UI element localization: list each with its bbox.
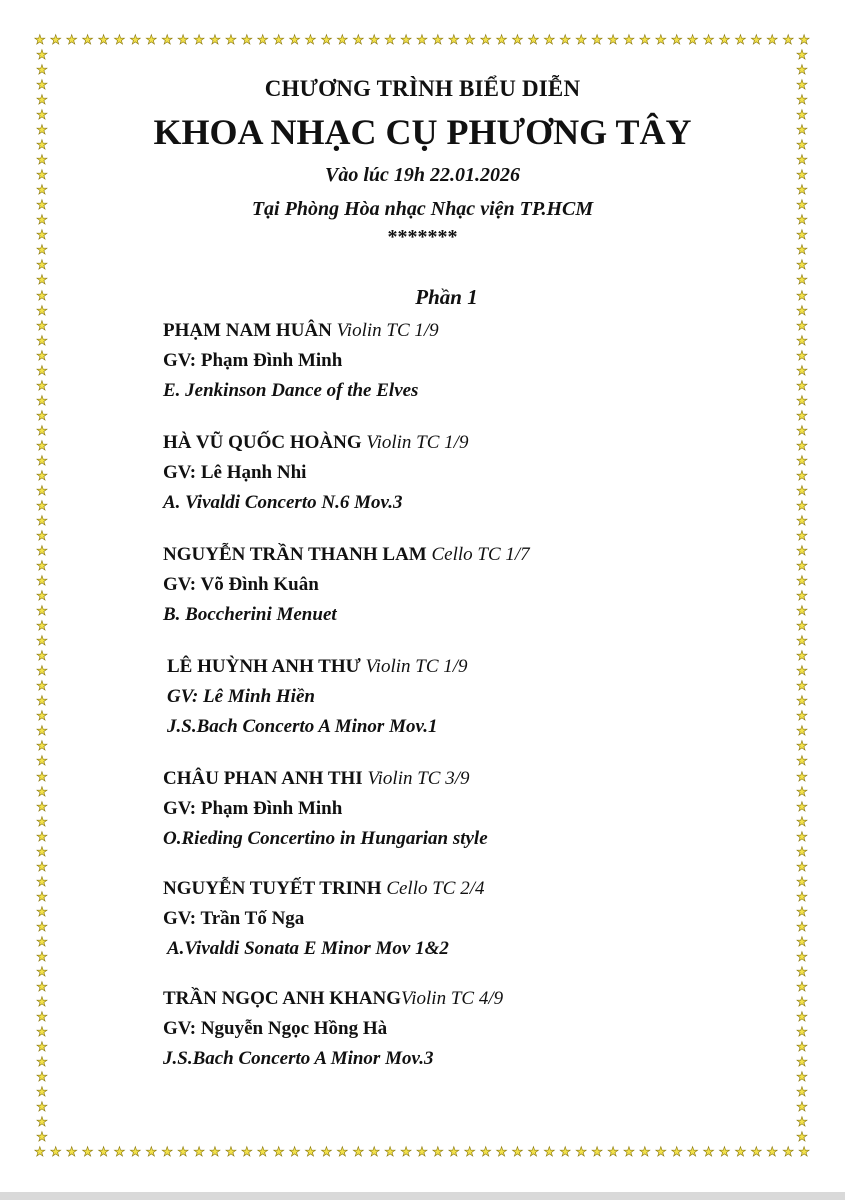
performer-instrument: Violin TC 3/9 [367, 768, 470, 789]
star-icon: ★ [766, 32, 779, 47]
star-icon: ★ [686, 1144, 699, 1159]
star-icon: ★ [209, 32, 221, 47]
star-icon: ★ [543, 1144, 556, 1159]
star-icon: ★ [796, 482, 808, 498]
star-icon: ★ [796, 813, 808, 829]
star-icon: ★ [796, 738, 808, 754]
star-icon: ★ [511, 32, 524, 47]
star-icon: ★ [129, 32, 142, 47]
performer-piece: B. Boccherini Menuet [163, 604, 337, 625]
program-header [60, 72, 785, 248]
star-icon: ★ [36, 242, 48, 258]
star-icon: ★ [36, 1039, 48, 1055]
star-icon: ★ [36, 813, 48, 829]
star-icon: ★ [670, 32, 683, 47]
star-icon: ★ [36, 648, 48, 664]
star-icon: ★ [36, 437, 48, 453]
star-icon: ★ [36, 1084, 48, 1100]
star-icon: ★ [97, 32, 110, 47]
performer-teacher: GV: Lê Hạnh Nhi [163, 462, 307, 483]
star-icon: ★ [320, 1144, 333, 1159]
star-icon: ★ [36, 738, 48, 754]
star-icon: ★ [36, 512, 48, 528]
star-icon: ★ [702, 1144, 715, 1159]
star-icon: ★ [796, 1069, 808, 1085]
star-icon: ★ [36, 137, 48, 153]
star-icon: ★ [97, 1144, 110, 1159]
star-icon: ★ [416, 1144, 428, 1159]
star-icon: ★ [623, 32, 635, 47]
star-icon: ★ [36, 452, 48, 468]
star-icon: ★ [36, 182, 48, 198]
star-icon: ★ [36, 918, 48, 934]
star-icon: ★ [796, 332, 808, 348]
star-icon: ★ [796, 122, 808, 138]
star-icon: ★ [36, 678, 48, 694]
star-icon: ★ [796, 1039, 808, 1055]
star-icon: ★ [463, 32, 476, 47]
star-icon: ★ [145, 1144, 158, 1159]
star-icon: ★ [447, 1144, 460, 1159]
star-icon: ★ [36, 332, 48, 348]
star-icon: ★ [145, 32, 158, 47]
star-icon: ★ [796, 497, 808, 513]
star-icon: ★ [36, 362, 48, 378]
performer-entry [163, 874, 803, 964]
star-icon: ★ [193, 32, 205, 47]
star-icon: ★ [766, 1144, 779, 1159]
performer-entry [163, 428, 803, 518]
performer-piece: O.Rieding Concertino in Hungarian style [163, 828, 488, 849]
star-icon: ★ [36, 167, 48, 183]
star-icon: ★ [527, 1144, 540, 1159]
star-icon: ★ [432, 32, 444, 47]
star-icon: ★ [798, 32, 810, 47]
star-icon: ★ [36, 888, 48, 904]
star-icon: ★ [796, 843, 808, 859]
star-icon: ★ [734, 32, 747, 47]
star-icon: ★ [796, 287, 808, 303]
star-icon: ★ [782, 1144, 794, 1159]
performer-name: LÊ HUỲNH ANH THƯ [167, 656, 361, 677]
star-icon: ★ [113, 1144, 126, 1159]
star-icon: ★ [796, 347, 808, 363]
star-icon: ★ [796, 948, 808, 964]
star-icon: ★ [796, 1114, 808, 1130]
star-icon: ★ [177, 1144, 189, 1159]
star-icon: ★ [36, 152, 48, 168]
star-icon: ★ [36, 287, 48, 303]
performer-instrument: Cello TC 2/4 [386, 878, 485, 899]
star-icon: ★ [796, 858, 808, 874]
star-icon: ★ [36, 543, 48, 559]
star-icon: ★ [718, 1144, 731, 1159]
star-icon: ★ [36, 723, 48, 739]
star-icon: ★ [36, 347, 48, 363]
star-icon: ★ [796, 1129, 808, 1145]
star-icon: ★ [796, 437, 808, 453]
star-icon: ★ [796, 543, 808, 559]
star-icon: ★ [796, 528, 808, 543]
performer-instrument: Violin TC 1/9 [366, 432, 469, 453]
star-icon: ★ [36, 663, 48, 679]
star-icon: ★ [796, 693, 808, 709]
star-icon: ★ [36, 1054, 48, 1070]
star-icon: ★ [575, 1144, 587, 1159]
star-icon: ★ [36, 497, 48, 513]
star-icon: ★ [36, 107, 48, 123]
star-icon: ★ [796, 633, 808, 649]
star-icon: ★ [36, 122, 48, 138]
star-icon: ★ [639, 32, 651, 47]
star-icon: ★ [796, 1084, 808, 1100]
performer-teacher: GV: Võ Đình Kuân [163, 574, 319, 595]
star-icon: ★ [463, 1144, 476, 1159]
star-icon: ★ [368, 1144, 381, 1159]
star-icon: ★ [36, 708, 48, 724]
header-separator: ******* [387, 226, 458, 248]
page-bottom-edge [0, 1192, 845, 1200]
star-icon: ★ [65, 32, 78, 47]
performer-name: TRẦN NGỌC ANH KHANG [163, 988, 402, 1009]
performer-entry [163, 316, 803, 406]
part-title: Phần 1 [415, 285, 478, 309]
star-icon: ★ [796, 302, 808, 318]
star-icon: ★ [796, 197, 808, 213]
performer-entry [163, 984, 803, 1074]
star-icon: ★ [796, 1099, 808, 1115]
star-icon: ★ [113, 32, 126, 47]
star-icon: ★ [36, 618, 48, 634]
star-icon: ★ [718, 32, 731, 47]
star-icon: ★ [796, 873, 808, 889]
star-icon: ★ [272, 32, 285, 47]
star-icon: ★ [193, 1144, 205, 1159]
star-icon: ★ [240, 32, 253, 47]
star-icon: ★ [36, 873, 48, 889]
star-icon: ★ [36, 1069, 48, 1085]
star-icon: ★ [750, 1144, 763, 1159]
star-icon: ★ [796, 573, 808, 589]
star-icon: ★ [209, 1144, 221, 1159]
star-icon: ★ [36, 1129, 48, 1145]
star-icon: ★ [288, 32, 301, 47]
star-icon: ★ [81, 1144, 94, 1159]
star-icon: ★ [36, 558, 48, 574]
star-icon: ★ [559, 32, 572, 47]
star-icon: ★ [36, 573, 48, 589]
star-icon: ★ [796, 1009, 808, 1024]
performer-instrument: Violin TC 4/9 [401, 988, 504, 1009]
star-icon: ★ [36, 528, 48, 543]
star-icon: ★ [36, 212, 48, 228]
star-icon: ★ [607, 32, 619, 47]
star-icon: ★ [796, 1024, 808, 1040]
star-icon: ★ [161, 32, 174, 47]
star-icon: ★ [796, 257, 808, 273]
performer-piece: J.S.Bach Concerto A Minor Mov.1 [167, 716, 438, 737]
star-icon: ★ [796, 467, 808, 483]
star-icon: ★ [796, 62, 808, 78]
star-icon: ★ [36, 603, 48, 619]
star-icon: ★ [796, 212, 808, 228]
star-icon: ★ [796, 993, 808, 1009]
star-icon: ★ [796, 377, 808, 393]
star-icon: ★ [161, 1144, 174, 1159]
star-icon: ★ [796, 768, 808, 784]
star-icon: ★ [288, 1144, 301, 1159]
star-icon: ★ [81, 32, 94, 47]
star-icon: ★ [796, 978, 808, 994]
performer-entry [163, 764, 803, 854]
star-icon: ★ [36, 62, 48, 78]
star-icon: ★ [796, 618, 808, 634]
star-icon: ★ [36, 828, 48, 844]
star-icon: ★ [36, 858, 48, 874]
star-icon: ★ [796, 107, 808, 123]
star-icon: ★ [796, 47, 808, 62]
star-icon: ★ [49, 32, 62, 47]
star-icon: ★ [416, 32, 428, 47]
star-icon: ★ [336, 1144, 349, 1159]
star-icon: ★ [543, 32, 556, 47]
star-icon: ★ [432, 1144, 444, 1159]
star-icon: ★ [36, 47, 48, 62]
star-icon: ★ [623, 1144, 635, 1159]
star-icon: ★ [796, 933, 808, 949]
star-icon: ★ [256, 1144, 269, 1159]
star-icon: ★ [796, 227, 808, 243]
star-icon: ★ [177, 32, 189, 47]
star-icon: ★ [495, 1144, 508, 1159]
star-icon: ★ [796, 167, 808, 183]
performer-piece: J.S.Bach Concerto A Minor Mov.3 [163, 1048, 434, 1069]
star-icon: ★ [734, 1144, 747, 1159]
star-icon: ★ [511, 1144, 524, 1159]
star-icon: ★ [352, 32, 365, 47]
star-icon: ★ [36, 197, 48, 213]
program-time: Vào lúc 19h 22.01.2026 [324, 164, 521, 186]
star-icon: ★ [36, 467, 48, 483]
performer-teacher: GV: Lê Minh Hiền [167, 686, 315, 707]
performer-teacher: GV: Nguyễn Ngọc Hồng Hà [163, 1018, 388, 1039]
star-icon: ★ [639, 1144, 651, 1159]
star-icon: ★ [796, 92, 808, 108]
star-icon: ★ [36, 422, 48, 438]
star-icon: ★ [336, 32, 349, 47]
star-icon: ★ [36, 633, 48, 649]
star-icon: ★ [49, 1144, 62, 1159]
star-icon: ★ [36, 227, 48, 243]
star-icon: ★ [796, 512, 808, 528]
star-icon: ★ [36, 257, 48, 273]
star-icon: ★ [796, 888, 808, 904]
star-icon: ★ [36, 768, 48, 784]
star-icon: ★ [36, 903, 48, 919]
performer-name: PHẠM NAM HUÂN [163, 320, 332, 341]
star-icon: ★ [479, 32, 492, 47]
star-icon: ★ [225, 32, 237, 47]
star-icon: ★ [36, 963, 48, 979]
star-icon: ★ [796, 362, 808, 378]
star-icon: ★ [320, 32, 333, 47]
performer-piece: A. Vivaldi Concerto N.6 Mov.3 [163, 492, 403, 513]
star-icon: ★ [702, 32, 715, 47]
program-title: KHOA NHẠC CỤ PHƯƠNG TÂY [153, 112, 692, 152]
star-icon: ★ [575, 32, 587, 47]
border-top [34, 32, 810, 48]
star-icon: ★ [36, 392, 48, 408]
performer-teacher: GV: Trần Tố Nga [163, 908, 305, 929]
star-icon: ★ [129, 1144, 142, 1159]
star-icon: ★ [256, 32, 269, 47]
star-icon: ★ [796, 137, 808, 153]
star-icon: ★ [796, 798, 808, 814]
star-icon: ★ [304, 1144, 317, 1159]
star-icon: ★ [36, 798, 48, 814]
star-icon: ★ [368, 32, 381, 47]
star-icon: ★ [796, 452, 808, 468]
star-icon: ★ [796, 603, 808, 619]
star-icon: ★ [36, 1114, 48, 1130]
star-icon: ★ [798, 1144, 810, 1159]
star-icon: ★ [796, 963, 808, 979]
performer-name: HÀ VŨ QUỐC HOÀNG [163, 432, 362, 453]
star-icon: ★ [272, 1144, 285, 1159]
star-icon: ★ [796, 588, 808, 604]
star-icon: ★ [796, 272, 808, 288]
star-icon: ★ [384, 32, 396, 47]
star-icon: ★ [36, 933, 48, 949]
star-icon: ★ [796, 918, 808, 934]
star-icon: ★ [796, 678, 808, 694]
star-icon: ★ [36, 1099, 48, 1115]
performer-name: NGUYỄN TRẦN THANH LAM [163, 544, 427, 565]
performer-entry [167, 652, 807, 742]
star-icon: ★ [352, 1144, 365, 1159]
star-icon: ★ [36, 1024, 48, 1040]
star-icon: ★ [796, 242, 808, 258]
star-icon: ★ [36, 302, 48, 318]
star-icon: ★ [36, 407, 48, 423]
star-icon: ★ [36, 377, 48, 393]
star-icon: ★ [796, 723, 808, 739]
star-icon: ★ [34, 32, 46, 47]
star-icon: ★ [796, 182, 808, 198]
star-icon: ★ [36, 978, 48, 994]
star-icon: ★ [796, 648, 808, 664]
star-icon: ★ [400, 1144, 412, 1159]
performer-instrument: Violin TC 1/9 [336, 320, 439, 341]
performer-instrument: Cello TC 1/7 [431, 544, 530, 565]
star-icon: ★ [384, 1144, 396, 1159]
star-icon: ★ [36, 843, 48, 859]
star-icon: ★ [670, 1144, 683, 1159]
star-icon: ★ [527, 32, 540, 47]
star-icon: ★ [36, 693, 48, 709]
performer-entry [163, 540, 803, 630]
star-icon: ★ [36, 317, 48, 333]
star-icon: ★ [796, 903, 808, 919]
star-icon: ★ [34, 1144, 46, 1159]
star-icon: ★ [479, 1144, 492, 1159]
performer-name: NGUYỄN TUYẾT TRINH [163, 878, 382, 899]
star-icon: ★ [796, 663, 808, 679]
star-icon: ★ [796, 422, 808, 438]
star-icon: ★ [796, 558, 808, 574]
star-icon: ★ [654, 32, 667, 47]
star-icon: ★ [796, 783, 808, 799]
performer-instrument: Violin TC 1/9 [365, 656, 468, 677]
star-icon: ★ [36, 753, 48, 769]
star-icon: ★ [591, 1144, 603, 1159]
star-icon: ★ [559, 1144, 572, 1159]
star-icon: ★ [796, 753, 808, 769]
star-icon: ★ [796, 708, 808, 724]
star-icon: ★ [36, 783, 48, 799]
star-icon: ★ [796, 1054, 808, 1070]
program-subtitle: CHƯƠNG TRÌNH BIỂU DIỄN [264, 76, 581, 101]
star-icon: ★ [750, 32, 763, 47]
star-icon: ★ [796, 828, 808, 844]
border-left [34, 48, 50, 1144]
star-icon: ★ [796, 392, 808, 408]
performer-teacher: GV: Phạm Đình Minh [163, 798, 343, 819]
star-icon: ★ [36, 993, 48, 1009]
star-icon: ★ [65, 1144, 78, 1159]
star-icon: ★ [686, 32, 699, 47]
star-icon: ★ [36, 1009, 48, 1024]
star-icon: ★ [304, 32, 317, 47]
star-icon: ★ [654, 1144, 667, 1159]
star-icon: ★ [591, 32, 603, 47]
star-icon: ★ [796, 407, 808, 423]
star-icon: ★ [495, 32, 508, 47]
performer-teacher: GV: Phạm Đình Minh [163, 350, 343, 371]
star-icon: ★ [36, 948, 48, 964]
border-bottom [34, 1144, 810, 1160]
star-icon: ★ [240, 1144, 253, 1159]
star-icon: ★ [36, 92, 48, 108]
star-icon: ★ [447, 32, 460, 47]
program-venue: Tại Phòng Hòa nhạc Nhạc viện TP.HCM [251, 198, 594, 220]
star-icon: ★ [796, 317, 808, 333]
star-icon: ★ [782, 32, 794, 47]
star-icon: ★ [225, 1144, 237, 1159]
star-icon: ★ [36, 482, 48, 498]
performer-piece: E. Jenkinson Dance of the Elves [163, 380, 419, 401]
star-icon: ★ [796, 77, 808, 93]
star-icon: ★ [36, 77, 48, 93]
performer-name: CHÂU PHAN ANH THI [163, 768, 363, 789]
performer-piece: A.Vivaldi Sonata E Minor Mov 1&2 [167, 938, 449, 959]
star-icon: ★ [36, 272, 48, 288]
star-icon: ★ [607, 1144, 619, 1159]
star-icon: ★ [796, 152, 808, 168]
star-icon: ★ [36, 588, 48, 604]
star-icon: ★ [400, 32, 412, 47]
